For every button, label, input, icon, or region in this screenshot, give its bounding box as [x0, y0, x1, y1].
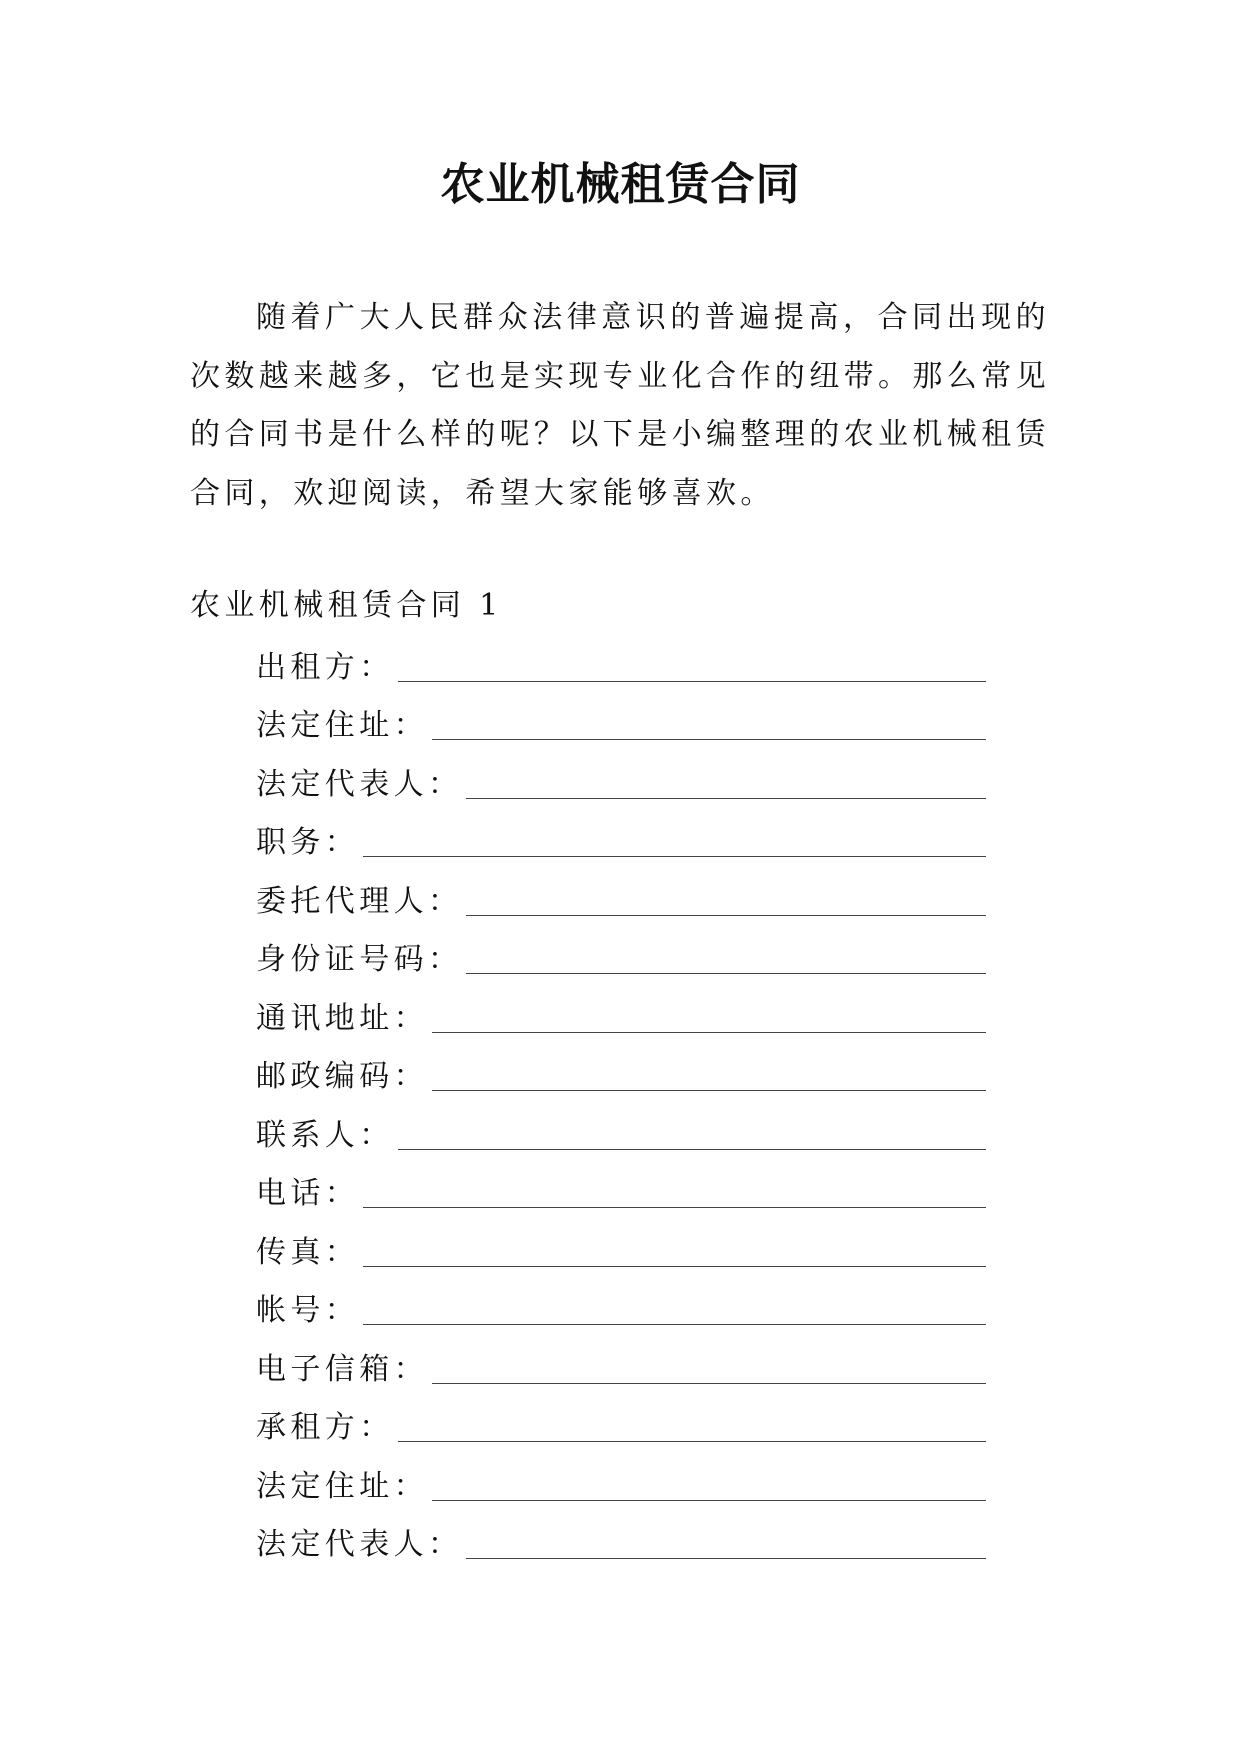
field-lessor	[256, 635, 986, 694]
field-lessee	[256, 1396, 986, 1455]
field-label: 联系人：	[256, 1117, 394, 1153]
field-blank-line[interactable]	[466, 972, 986, 974]
field-lessor-address	[256, 694, 986, 753]
field-label: 法定住址：	[256, 1468, 428, 1504]
field-agent	[256, 869, 986, 928]
field-label: 帐号：	[256, 1293, 360, 1328]
field-contact-person	[256, 1103, 986, 1162]
field-blank-line[interactable]	[432, 1499, 986, 1501]
field-label: 法定住址：	[256, 708, 428, 743]
field-label: 通讯地址：	[256, 1000, 428, 1036]
field-blank-line[interactable]	[432, 1031, 986, 1033]
field-blank-line[interactable]	[466, 1557, 986, 1559]
field-blank-line[interactable]	[432, 1382, 986, 1384]
field-blank-line[interactable]	[398, 1440, 986, 1442]
intro-paragraph: 随着广大人民群众法律意识的普遍提高，合同出现的次数越来越多，它也是实现专业化合作的纽带。那么常见的合同书是什么样的呢？以下是小编整理的农业机械租赁合同，欢迎阅读，希望大家能够喜欢。	[190, 300, 1050, 511]
field-label: 职务：	[256, 825, 360, 860]
field-blank-line[interactable]	[466, 797, 986, 799]
field-label: 身份证号码：	[256, 942, 463, 977]
field-email	[256, 1337, 986, 1396]
field-label: 法定代表人：	[256, 1527, 463, 1562]
field-phone	[256, 1162, 986, 1221]
field-label: 承租方：	[256, 1410, 394, 1445]
field-blank-line[interactable]	[363, 1206, 986, 1208]
field-position	[256, 811, 986, 870]
field-id-number	[256, 928, 986, 987]
field-blank-line[interactable]	[398, 680, 986, 682]
field-blank-line[interactable]	[398, 1148, 986, 1150]
field-account	[256, 1279, 986, 1338]
contract-fields	[256, 635, 986, 1571]
field-label: 电子信箱：	[256, 1351, 428, 1387]
field-label: 传真：	[256, 1234, 360, 1270]
field-label: 委托代理人：	[256, 883, 463, 919]
field-postal-code	[256, 1045, 986, 1104]
field-lessee-address	[256, 1454, 986, 1513]
field-label: 电话：	[256, 1176, 360, 1211]
field-blank-line[interactable]	[466, 914, 986, 916]
field-blank-line[interactable]	[363, 1265, 986, 1267]
field-blank-line[interactable]	[432, 1089, 986, 1091]
section-heading: 农业机械租赁合同 1	[190, 588, 503, 623]
field-blank-line[interactable]	[363, 1323, 986, 1325]
field-blank-line[interactable]	[363, 855, 986, 857]
field-lessee-legal-rep	[256, 1513, 986, 1572]
field-blank-line[interactable]	[432, 738, 986, 740]
field-fax	[256, 1220, 986, 1279]
field-mailing-address	[256, 986, 986, 1045]
field-label: 法定代表人：	[256, 766, 463, 802]
field-label: 邮政编码：	[256, 1059, 428, 1094]
field-label: 出租方：	[256, 649, 394, 685]
field-lessor-legal-rep	[256, 752, 986, 811]
document-title: 农业机械租赁合同	[440, 159, 801, 210]
